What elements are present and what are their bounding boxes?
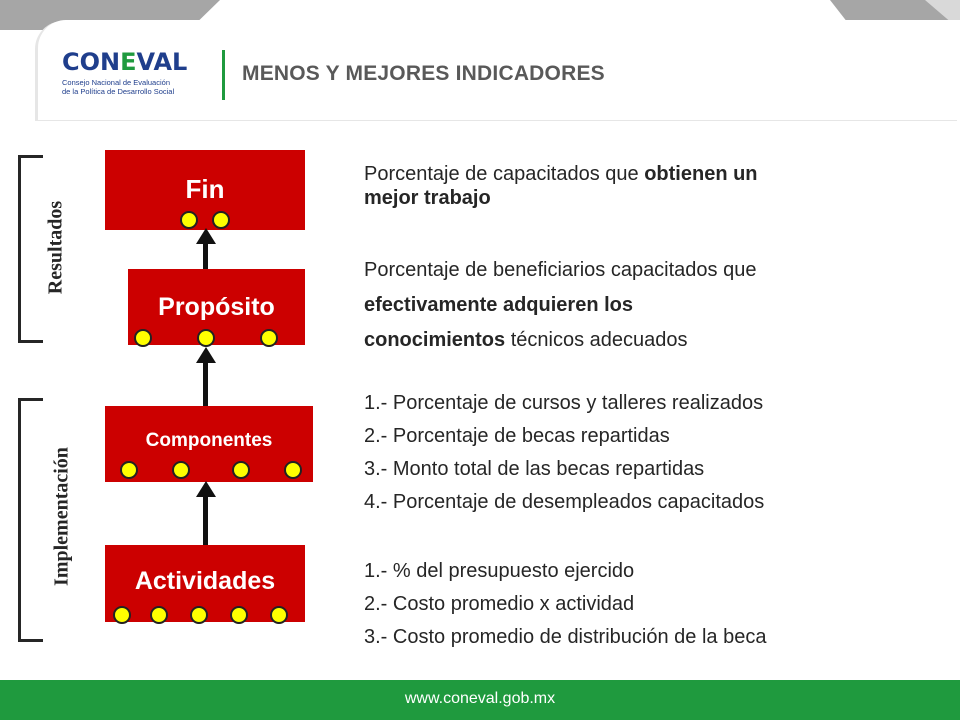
results-label: Resultados	[44, 200, 67, 295]
proposito-indicator-text: Porcentaje de beneficiarios capacitados que efectivamente adquieren los conocimientos técnicos adecuados	[364, 259, 757, 351]
componentes-dot	[120, 461, 138, 479]
componentes-dot	[284, 461, 302, 479]
list-item: 1.- Porcentaje de cursos y talleres realizados	[364, 392, 764, 414]
actividades-dot	[150, 606, 168, 624]
list-item: 4.- Porcentaje de desempleados capacitados	[364, 491, 765, 513]
list-item: 3.- Costo promedio de distribución de la beca	[364, 626, 767, 648]
arrow-to-proposito	[203, 362, 208, 406]
arrow-to-componentes	[203, 496, 208, 545]
footer-url: www.coneval.gob.mx	[404, 690, 556, 707]
proposito-dot	[260, 329, 278, 347]
level-fin-label: Fin	[185, 174, 225, 204]
logo-subtitle: Consejo Nacional de Evaluación de la Política de Desarrollo Social	[62, 78, 175, 96]
componentes-indicator-list	[364, 387, 764, 519]
level-proposito-label: Propósito	[158, 293, 275, 321]
arrow-to-componentes-head	[196, 481, 216, 497]
actividades-dot	[190, 606, 208, 624]
level-proposito-box	[128, 269, 305, 345]
fin-dot	[212, 211, 230, 229]
proposito-dot	[134, 329, 152, 347]
implementation-bracket	[18, 398, 43, 642]
list-item: 2.- Costo promedio x actividad	[364, 593, 635, 615]
coneval-logo	[62, 48, 212, 108]
list-item: 3.- Monto total de las becas repartidas	[364, 458, 705, 480]
componentes-dot	[232, 461, 250, 479]
actividades-dot	[230, 606, 248, 624]
header-divider	[222, 50, 225, 100]
footer-bar	[0, 680, 960, 720]
list-item: 1.- % del presupuesto ejercido	[364, 560, 635, 582]
componentes-dot	[172, 461, 190, 479]
level-fin-box	[105, 150, 305, 230]
list-item: 2.- Porcentaje de becas repartidas	[364, 425, 670, 447]
arrow-to-fin	[203, 243, 208, 269]
actividades-indicator-list	[364, 555, 766, 654]
actividades-dot	[270, 606, 288, 624]
level-componentes-label: Componentes	[145, 430, 273, 451]
level-actividades-label: Actividades	[134, 567, 276, 595]
results-bracket	[18, 155, 43, 343]
proposito-dot	[197, 329, 215, 347]
arrow-to-fin-head	[196, 228, 216, 244]
logo-wordmark: CONEVAL	[62, 48, 188, 76]
page-title: MENOS Y MEJORES INDICADORES	[242, 62, 605, 85]
fin-indicator-text: Porcentaje de capacitados que obtienen un mejor trabajo	[364, 163, 758, 209]
arrow-to-proposito-head	[196, 347, 216, 363]
actividades-dot	[113, 606, 131, 624]
implementation-label: Implementación	[50, 447, 73, 586]
fin-dot	[180, 211, 198, 229]
